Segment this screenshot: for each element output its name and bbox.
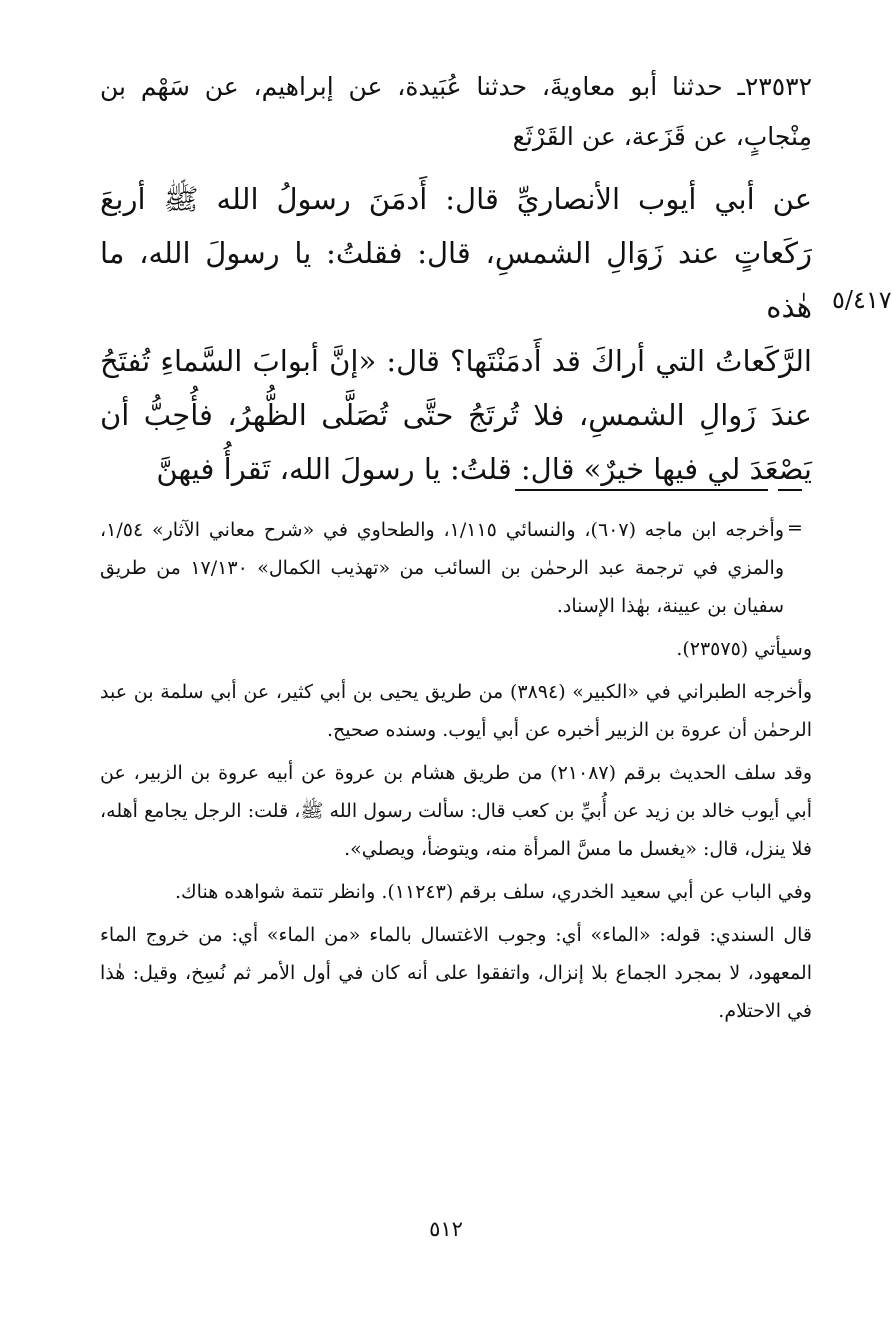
footnote-separator: [515, 489, 768, 491]
footnote-paragraph: وسيأتي (٢٣٥٧٥).: [676, 638, 812, 660]
footnote-continuation-mark: =: [787, 517, 803, 539]
footnote-paragraph: قال السندي: قوله: «الماء» أي: وجوب الاغتسال بالماء «من الماء» أي: من خروج الماء المعهود، لا بمجرد الجماع بلا إنزال، واتفقوا على أنه كان في أول الأمر ثم نُسِخ، وقيل: هٰذا في الاحتلام.: [100, 924, 812, 1022]
footnote-paragraph: وفي الباب عن أبي سعيد الخدري، سلف برقم (١١٢٤٣). وانظر تتمة شواهده هناك.: [174, 881, 812, 903]
matn-line: رَكَعاتٍ عند زَوَالِ الشمسِ، قال: فقلتُ: يا رسولَ الله، ما هٰذه: [100, 236, 812, 324]
footnote-separator-short: [778, 489, 802, 491]
matn-line: عندَ زَوالِ الشمسِ، فلا تُرتَجُ حتَّى تُصَلَّى الظُّهرُ، فأُحِبُّ أن: [100, 398, 812, 432]
footnote-paragraph: وأخرجه ابن ماجه (٦٠٧)، والنسائي ١/١١٥، والطحاوي في «شرح معاني الآثار» ١/٥٤، والمزي في ترجمة عبد الرحمٰن بن السائب من «تهذيب الكمال» ١٧/١٣٠ من طريق سفيان بن عيينة، بهٰذا الإسناد.: [100, 519, 784, 617]
footnotes: [100, 511, 812, 1035]
matn-line: عن أبي أيوب الأنصاريِّ قال: أَدمَنَ رسولُ الله ﷺ أربعَ: [100, 182, 812, 216]
matn-line: يَصْعَدَ لي فيها خيرٌ» قال: قلتُ: يا رسولَ الله، تَقرأُ فيهنَّ: [156, 452, 812, 486]
margin-volume-page-reference: ٥/٤١٧: [832, 286, 892, 314]
matn-line: الرَّكَعاتُ التي أراكَ قد أَدمَنْتَها؟ قال: «إنَّ أبوابَ السَّماءِ تُفتَحُ: [100, 344, 812, 378]
hadith-matn: [100, 172, 812, 496]
footnote-paragraph: وأخرجه الطبراني في «الكبير» (٣٨٩٤) من طريق يحيى بن أبي كثير، عن أبي سلمة بن عبد الرحمٰن أن عروة بن الزبير أخبره عن أبي أيوب. وسنده صحيح.: [100, 681, 812, 741]
hadith-isnad: ٢٣٥٣٢ـ حدثنا أبو معاويةَ، حدثنا عُبَيدة، عن إبراهيم، عن سَهْم بن مِنْجابٍ، عن قَزَعة، عن القَرْثَع: [100, 72, 812, 151]
footnote-paragraph: وقد سلف الحديث برقم (٢١٠٨٧) من طريق هشام بن عروة عن أبيه عروة بن الزبير، عن أبي أيوب خالد بن زيد عن أُبيِّ بن كعب قال: سألت رسول الله ﷺ، قلت: الرجل يجامع أهله، فلا ينزل، قال: «يغسل ما مسَّ المرأة منه، ويتوضأ، ويصلي».: [100, 762, 812, 860]
page-number: ٥١٢: [429, 1217, 463, 1241]
